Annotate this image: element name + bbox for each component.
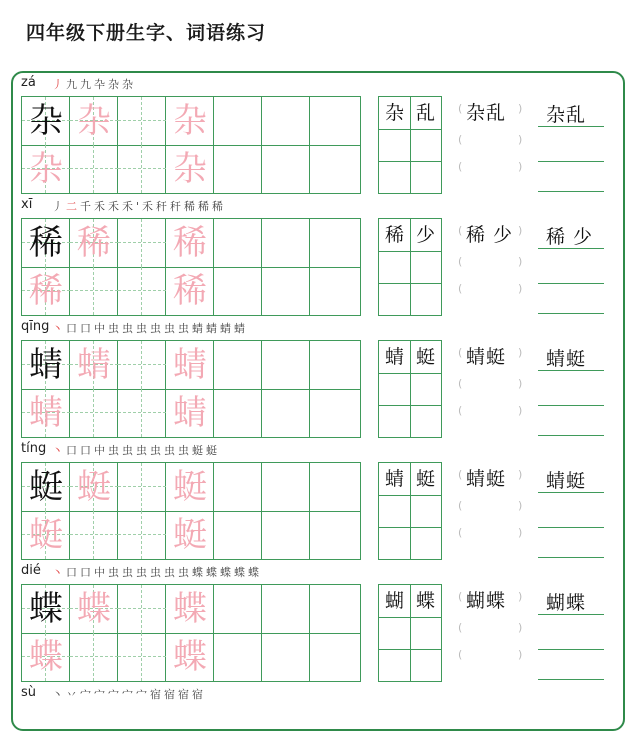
word-answer-label: 蜻蜓 [546,470,587,492]
stroke-step: 丿 [52,200,66,213]
blank-writing-cell[interactable] [214,585,262,633]
answer-line[interactable] [538,492,604,493]
trace-character: 蝶 [173,637,207,677]
grid-cell[interactable] [118,145,166,193]
guide-line [118,656,166,657]
bracket-mark: ( [458,621,463,634]
word-answer-label: 稀 少 [546,226,594,248]
blank-writing-cell[interactable] [310,389,358,437]
stroke-step: 禾 [94,200,108,213]
blank-writing-cell[interactable] [310,145,358,193]
guide-line [93,389,94,437]
grid-cell[interactable] [70,389,118,437]
stroke-step: 虫 [136,322,150,335]
guide-line [141,463,142,511]
answer-line[interactable] [538,191,604,192]
bracket-mark: ( [458,526,463,539]
guide-line [70,412,118,413]
blank-writing-cell[interactable] [214,341,262,389]
stroke-step: 禾' [122,200,143,213]
grid-line [379,251,441,252]
stroke-step: 宀 [94,688,108,701]
stroke-step: 九 [66,78,80,91]
answer-line[interactable] [538,614,604,615]
blank-writing-cell[interactable] [214,389,262,437]
answer-line[interactable] [538,370,604,371]
grid-cell[interactable] [118,97,166,145]
bracket-mark: ) [518,255,523,268]
blank-writing-cell[interactable] [214,97,262,145]
blank-writing-cell[interactable] [310,97,358,145]
trace-character: 蜻 [173,393,207,433]
trace-character: 杂 [173,101,207,141]
guide-line [118,120,166,121]
grid-line [379,649,441,650]
blank-writing-cell[interactable] [262,219,310,267]
grid-line [379,129,441,130]
word-label: 蝴蝶 [466,590,507,612]
stroke-step: 中 [94,322,108,335]
bracket-mark: ( [458,404,463,417]
trace-character: 稀 [29,271,63,311]
word-label: 蜻蜓 [466,346,507,368]
bracket-mark: ) [518,499,523,512]
model-character: 蝶 [29,589,63,629]
stroke-step: 稀 [212,200,227,213]
blank-writing-cell[interactable] [310,585,358,633]
word-character: 蝴 [384,590,404,612]
stroke-step: 稀 [198,200,213,213]
stroke-step: 口 [66,444,80,457]
grid-cell[interactable] [118,511,166,559]
word-character: 杂 [384,102,404,124]
word-answer-label: 杂乱 [546,104,587,126]
trace-character: 蜻 [77,345,111,385]
answer-line[interactable] [538,527,604,528]
bracket-mark: ( [458,346,463,359]
guide-line [93,267,94,315]
answer-line[interactable] [538,405,604,406]
stroke-order [52,76,136,92]
trace-character: 蝶 [29,637,63,677]
blank-writing-cell[interactable] [214,511,262,559]
stroke-step: 虫 [164,566,178,579]
stroke-step: 宀 [136,688,150,701]
word-answer-label: 蜻蜓 [546,348,587,370]
stroke-step: 蝶 [234,566,248,579]
grid-cell[interactable] [70,633,118,681]
bracket-mark: ) [518,346,523,359]
stroke-order [52,198,226,214]
word-character: 蝶 [415,590,435,612]
grid-cell[interactable] [118,633,166,681]
stroke-step: 虫 [178,322,192,335]
stroke-step: 卆 [94,78,108,91]
bracket-mark: ( [458,102,463,115]
word-grid [378,462,442,560]
stroke-step: 宿 [178,688,192,701]
stroke-step: 蝶 [192,566,206,579]
guide-line [118,608,166,609]
stroke-step: 杂 [108,78,122,91]
tianzi-grid [21,218,361,316]
answer-line[interactable] [538,679,604,680]
stroke-step: 虫 [150,566,164,579]
stroke-step: 蜻 [192,322,206,335]
stroke-step: 虫 [150,444,164,457]
stroke-step: 蝶 [206,566,220,579]
guide-line [118,290,166,291]
pinyin-label: zá [21,75,36,90]
trace-character: 杂 [77,101,111,141]
model-character: 蜓 [29,467,63,507]
stroke-step: 虫 [136,566,150,579]
guide-line [70,656,118,657]
blank-writing-cell[interactable] [262,585,310,633]
bracket-mark: ( [458,255,463,268]
blank-writing-cell[interactable] [214,145,262,193]
tianzi-grid [21,340,361,438]
bracket-mark: ( [458,160,463,173]
model-character: 杂 [29,101,63,141]
stroke-step: 口 [80,444,94,457]
guide-line [70,168,118,169]
bracket-mark: ) [518,377,523,390]
word-character: 乱 [415,102,435,124]
stroke-step: 丿 [52,78,66,91]
stroke-order [52,686,206,702]
stroke-step: 口 [80,322,94,335]
stroke-step: 蜓 [192,444,206,457]
stroke-step: 秆 [170,200,185,213]
pinyin-label: dié [21,563,41,578]
stroke-step: 口 [80,566,94,579]
blank-writing-cell[interactable] [310,633,358,681]
bracket-mark: ) [518,404,523,417]
trace-character: 蜓 [29,515,63,555]
word-character: 稀 [384,224,404,246]
guide-line [118,534,166,535]
trace-character: 蜓 [173,515,207,555]
bracket-mark: ) [518,133,523,146]
guide-line [141,145,142,193]
grid-cell[interactable] [118,341,166,389]
trace-character: 蜻 [29,393,63,433]
stroke-step: 虫 [178,444,192,457]
blank-writing-cell[interactable] [262,389,310,437]
answer-line[interactable] [538,126,604,127]
trace-character: 蝶 [173,589,207,629]
blank-writing-cell[interactable] [262,267,310,315]
blank-writing-cell[interactable] [310,511,358,559]
guide-line [141,97,142,145]
grid-line [379,405,441,406]
guide-line [118,486,166,487]
guide-line [93,511,94,559]
grid-cell[interactable] [118,585,166,633]
guide-line [141,341,142,389]
stroke-order [52,442,220,458]
grid-cell[interactable] [70,145,118,193]
stroke-step: 宀 [80,688,94,701]
bracket-mark: ) [518,648,523,661]
stroke-step: 丶 [52,688,66,701]
blank-writing-cell[interactable] [262,511,310,559]
blank-writing-cell[interactable] [310,341,358,389]
grid-cell[interactable] [118,463,166,511]
tianzi-grid [21,96,361,194]
guide-line [141,511,142,559]
grid-cell[interactable] [70,267,118,315]
trace-character: 蜻 [173,345,207,385]
blank-writing-cell[interactable] [214,463,262,511]
model-character: 稀 [29,223,63,263]
bracket-mark: ( [458,282,463,295]
answer-line[interactable] [538,161,604,162]
stroke-step: 丷 [66,688,80,701]
guide-line [141,219,142,267]
stroke-step: 秆 [156,200,171,213]
blank-writing-cell[interactable] [310,219,358,267]
stroke-step: 九 [80,78,94,91]
trace-character: 蜓 [173,467,207,507]
tianzi-grid [21,462,361,560]
stroke-step: 千 [80,200,94,213]
guide-line [118,168,166,169]
stroke-step: 宿 [150,688,164,701]
guide-line [141,633,142,681]
trace-character: 稀 [173,271,207,311]
blank-writing-cell[interactable] [262,463,310,511]
stroke-step: 蜓 [206,444,220,457]
stroke-step: 虫 [122,444,136,457]
guide-line [141,585,142,633]
bracket-mark: ) [518,468,523,481]
bracket-mark: ) [518,282,523,295]
grid-cell[interactable] [118,219,166,267]
trace-character: 杂 [29,149,63,189]
guide-line [141,267,142,315]
word-grid [378,584,442,682]
bracket-mark: ) [518,526,523,539]
grid-cell[interactable] [118,267,166,315]
word-grid [378,96,442,194]
blank-writing-cell[interactable] [310,267,358,315]
word-grid [378,340,442,438]
grid-line [379,495,441,496]
pinyin-label: qīng [21,319,50,334]
guide-line [93,145,94,193]
grid-line [379,161,441,162]
grid-cell[interactable] [118,389,166,437]
bracket-mark: ) [518,160,523,173]
grid-cell[interactable] [70,511,118,559]
stroke-order [52,564,262,580]
stroke-step: 丶 [52,322,66,335]
trace-character: 杂 [173,149,207,189]
stroke-step: 宿 [164,688,178,701]
word-label: 杂乱 [466,102,507,124]
word-character: 少 [415,224,435,246]
pinyin-label: sù [21,685,37,700]
stroke-step: 蝶 [220,566,234,579]
word-label: 稀 少 [466,224,514,246]
stroke-step: 虫 [122,322,136,335]
grid-line [379,527,441,528]
blank-writing-cell[interactable] [214,633,262,681]
guide-line [141,389,142,437]
bracket-mark: ) [518,102,523,115]
stroke-step: 虫 [178,566,192,579]
bracket-mark: ) [518,621,523,634]
guide-line [118,412,166,413]
stroke-step: 禾 [142,200,157,213]
guide-line [93,633,94,681]
grid-line [379,283,441,284]
bracket-mark: ( [458,224,463,237]
pinyin-label: tíng [21,441,47,456]
stroke-step: 宀 [108,688,122,701]
stroke-step: 虫 [108,566,122,579]
blank-writing-cell[interactable] [262,145,310,193]
blank-writing-cell[interactable] [310,463,358,511]
grid-line [379,373,441,374]
word-character: 蜓 [415,346,435,368]
stroke-order [52,320,248,336]
stroke-step: 禾 [108,200,122,213]
word-label: 蜻蜓 [466,468,507,490]
bracket-mark: ( [458,133,463,146]
stroke-step: 丶 [52,566,66,579]
answer-line[interactable] [538,649,604,650]
stroke-step: 中 [94,566,108,579]
bracket-mark: ( [458,468,463,481]
stroke-step: 虫 [136,444,150,457]
word-answer-label: 蝴蝶 [546,592,587,614]
bracket-mark: ( [458,648,463,661]
blank-writing-cell[interactable] [262,633,310,681]
word-character: 蜻 [384,468,404,490]
pinyin-label: xī [21,197,33,212]
stroke-step: 口 [66,566,80,579]
word-grid [378,218,442,316]
stroke-step: 稀 [184,200,199,213]
guide-line [70,534,118,535]
answer-line[interactable] [538,435,604,436]
stroke-step: 虫 [108,322,122,335]
stroke-step: 丶 [52,444,66,457]
answer-line[interactable] [538,283,604,284]
blank-writing-cell[interactable] [214,267,262,315]
word-character: 蜻 [384,346,404,368]
guide-line [70,290,118,291]
stroke-step: 蝶 [248,566,262,579]
bracket-mark: ) [518,590,523,603]
stroke-step: 虫 [150,322,164,335]
model-character: 蜻 [29,345,63,385]
answer-line[interactable] [538,248,604,249]
bracket-mark: ) [518,224,523,237]
tianzi-grid [21,584,361,682]
stroke-step: 虫 [108,444,122,457]
trace-character: 稀 [77,223,111,263]
bracket-mark: ( [458,590,463,603]
blank-writing-cell[interactable] [214,219,262,267]
word-character: 蜓 [415,468,435,490]
guide-line [118,364,166,365]
stroke-step: 虫 [122,566,136,579]
stroke-step: 宿 [192,688,206,701]
stroke-step: 杂 [122,78,136,91]
bracket-mark: ( [458,499,463,512]
stroke-step: 蜻 [220,322,234,335]
trace-character: 蜓 [77,467,111,507]
bracket-mark: ( [458,377,463,390]
stroke-step: 宀 [122,688,136,701]
stroke-step: 蜻 [206,322,220,335]
answer-line[interactable] [538,313,604,314]
guide-line [118,242,166,243]
stroke-step: 虫 [164,444,178,457]
stroke-step: 蜻 [234,322,248,335]
answer-line[interactable] [538,557,604,558]
blank-writing-cell[interactable] [262,341,310,389]
grid-line [379,617,441,618]
stroke-step: 中 [94,444,108,457]
blank-writing-cell[interactable] [262,97,310,145]
stroke-step: 二 [66,200,80,213]
stroke-step: 口 [66,322,80,335]
stroke-step: 虫 [164,322,178,335]
trace-character: 稀 [173,223,207,263]
page-title: 四年级下册生字、词语练习 [26,22,267,44]
trace-character: 蝶 [77,589,111,629]
